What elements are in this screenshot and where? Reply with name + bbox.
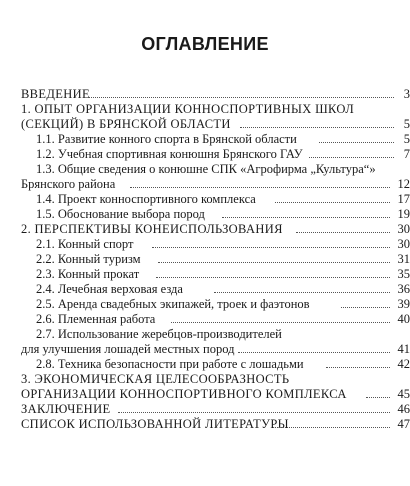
page-title: ОГЛАВЛЕНИЕ [141,34,269,54]
toc-entry-text: 1.5. Обоснование выбора пород [36,207,205,221]
toc-entry [0,162,410,177]
dot-leader [130,187,390,188]
toc-entry [0,87,410,102]
toc-entry-page: 42 [397,357,410,371]
dot-leader [118,412,390,413]
dot-leader [366,397,390,398]
toc-entry-text: 1.2. Учебная спортивная конюшня Брянского ГАУ [36,147,303,161]
toc-entry-text: 1.4. Проект конноспортивного комплекса [36,192,256,206]
toc-entry-page: 19 [397,207,410,221]
toc-entry-page: 41 [397,342,410,356]
toc-entry-text: 2.3. Конный прокат [36,267,140,281]
dot-leader [341,307,390,308]
toc-entry-text: 2.8. Техника безопасности при работе с лошадьми [36,357,304,371]
toc-entry-text: ОРГАНИЗАЦИИ КОННОСПОРТИВНОГО КОМПЛЕКСА [21,387,347,401]
toc-entry-page: 7 [403,147,410,161]
toc-entry [0,312,410,327]
toc-entry-text: Брянского района [21,177,116,191]
toc-entry [0,402,410,417]
toc-entry [0,297,410,312]
toc-entry-text: 2.6. Племенная работа [36,312,156,326]
toc-entry [0,327,410,342]
dot-leader [156,277,390,278]
toc-entry-text: 1.1. Развитие конного спорта в Брянской области [36,132,297,146]
toc-entry-text: 1. ОПЫТ ОРГАНИЗАЦИИ КОННОСПОРТИВНЫХ ШКОЛ [21,102,355,116]
toc-entry-page: 3 [403,87,410,101]
toc-entry-text: 2.1. Конный спорт [36,237,134,251]
toc-entry [0,222,410,237]
toc-entry-page: 12 [397,177,410,191]
toc-entry [0,177,410,192]
toc-entry-text: 2. ПЕРСПЕКТИВЫ КОНЕИСПОЛЬЗОВАНИЯ [21,222,283,236]
toc-entry-text: 2.4. Лечебная верховая езда [36,282,183,296]
dot-leader [326,367,390,368]
toc-entry [0,132,410,147]
toc-entry [0,387,410,402]
toc-entry-page: 40 [397,312,410,326]
toc-entry [0,102,410,117]
toc-entry-text: 1.3. Общие сведения о конюшне СПК «Агрофирма „Культура“» [36,162,376,176]
toc-entry [0,267,410,282]
dot-leader [273,427,390,428]
toc-entry-page: 45 [397,387,410,401]
dot-leader [319,142,394,143]
toc-entry-page: 35 [397,267,410,281]
toc-entry-text: для улучшения лошадей местных пород [21,342,235,356]
toc-entry-text: 3. ЭКОНОМИЧЕСКАЯ ЦЕЛЕСООБРАЗНОСТЬ [21,372,290,386]
dot-leader [158,262,390,263]
dot-leader [296,232,390,233]
toc-entry-page: 31 [397,252,410,266]
toc-entry-text: (СЕКЦИЙ) В БРЯНСКОЙ ОБЛАСТИ [21,117,231,131]
dot-leader [222,217,390,218]
toc-entry [0,342,410,357]
toc-entry-page: 46 [397,402,410,416]
toc-entry-page: 36 [397,282,410,296]
toc-entry-page: 5 [403,132,410,146]
toc-entry-page: 47 [397,417,410,431]
toc-entry-page: 30 [397,222,410,236]
toc-entry-text: ВВЕДЕНИЕ [21,87,90,101]
toc-entry-text: 2.5. Аренда свадебных экипажей, троек и фаэтонов [36,297,310,311]
dot-leader [238,352,390,353]
toc-entry [0,147,410,162]
toc-entry-page: 30 [397,237,410,251]
toc-entry [0,252,410,267]
toc-entry-text: 2.2. Конный туризм [36,252,141,266]
toc-entry [0,357,410,372]
toc-entry [0,237,410,252]
toc-entry-page: 5 [403,117,410,131]
toc-entry-text: 2.7. Использование жеребцов-производителей [36,327,282,341]
toc-entry [0,282,410,297]
dot-leader [214,292,390,293]
dot-leader [88,97,394,98]
toc-entry [0,192,410,207]
toc-entry-text: ЗАКЛЮЧЕНИЕ [21,402,111,416]
toc-entry-page: 17 [397,192,410,206]
toc-entry [0,207,410,222]
dot-leader [171,322,390,323]
dot-leader [240,127,394,128]
dot-leader [309,157,394,158]
toc-entry-page: 39 [397,297,410,311]
toc-entry [0,417,410,432]
toc-entry [0,372,410,387]
toc-entry [0,117,410,132]
dot-leader [152,247,390,248]
toc-entry-text: СПИСОК ИСПОЛЬЗОВАННОЙ ЛИТЕРАТУРЫ [21,417,289,431]
dot-leader [275,202,390,203]
